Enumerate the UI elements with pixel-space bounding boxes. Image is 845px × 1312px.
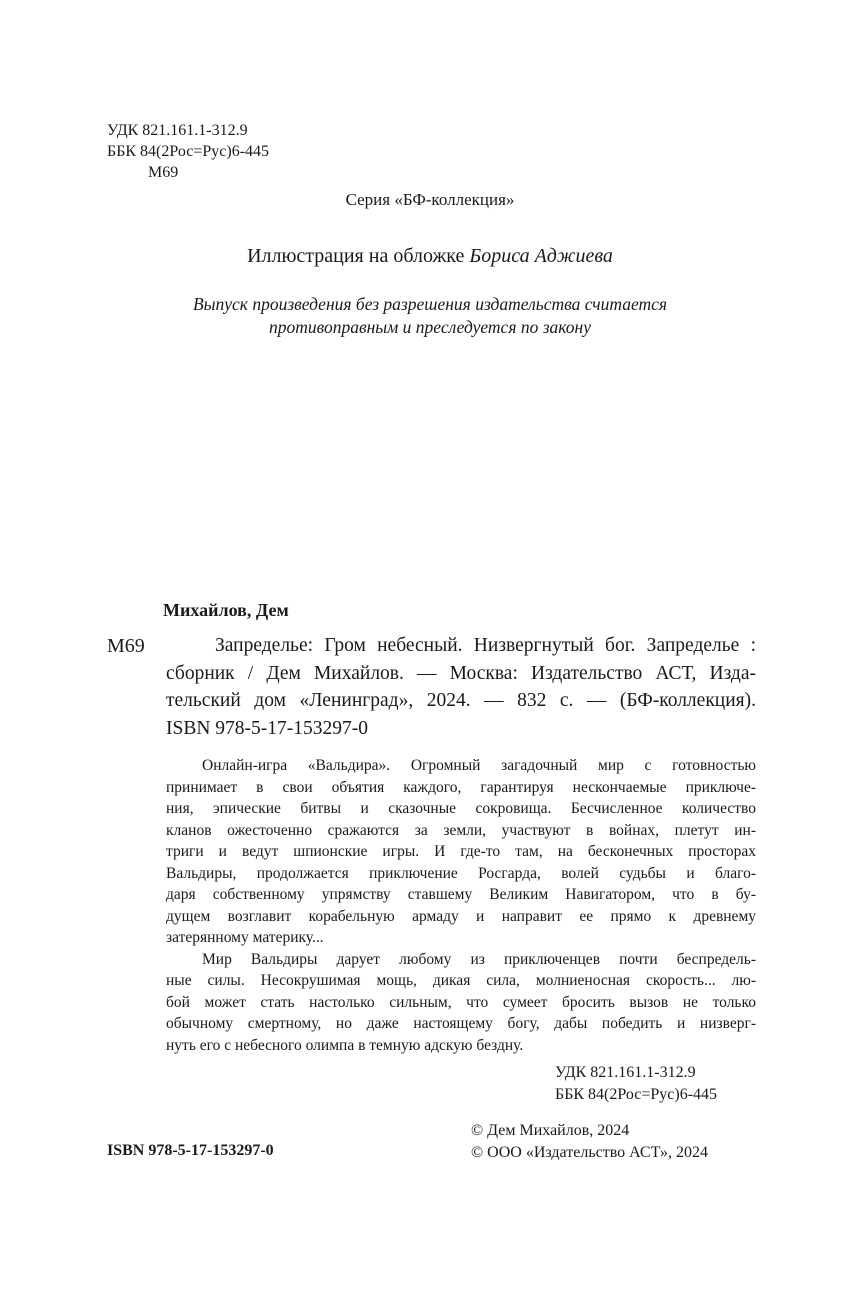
classification-block-bottom bbox=[555, 1062, 717, 1106]
annotation-line: дущем возглавит корабельную армаду и направит ее прямо к древнему bbox=[166, 907, 756, 925]
bib-line: тельский дом «Ленинград», 2024. — 832 с. — (БФ-коллекция). bbox=[166, 690, 756, 711]
annotation-line: нуть его с небесного олимпа в темную адскую бездну. bbox=[166, 1036, 524, 1054]
warning-line-1: Выпуск произведения без разрешения издательства считается bbox=[192, 294, 668, 314]
author-heading: Михайлов, Дем bbox=[163, 600, 289, 620]
bbk-code: ББК 84(2Рос=Рус)6-445 bbox=[555, 1086, 718, 1103]
illustration-credit bbox=[0, 245, 845, 268]
warning-line-2: противоправным и преследуется по закону bbox=[268, 317, 591, 337]
copyright-warning bbox=[0, 293, 845, 339]
annotation bbox=[166, 755, 756, 1056]
bbk-code: ББК 84(2Рос=Рус)6-445 bbox=[107, 143, 270, 160]
isbn: ISBN 978-5-17-153297-0 bbox=[166, 718, 369, 739]
annotation-line: затерянному материку... bbox=[166, 929, 324, 946]
annotation-line: триги и ведут шпионские игры. И где-то там, на бесконечных просторах bbox=[166, 843, 756, 860]
udk-code: УДК 821.161.1-312.9 bbox=[555, 1064, 696, 1081]
bibliographic-description bbox=[166, 632, 756, 715]
classification-block-top bbox=[107, 120, 269, 183]
annotation-line: даря собственному упрямству ставшему Великим Навигатором, что в бу- bbox=[166, 886, 756, 903]
series-title: Серия «БФ-коллекция» bbox=[345, 190, 515, 209]
annotation-line: бой может стать настолько сильным, что сумеет бросить вызов не только bbox=[166, 993, 756, 1011]
copyright-author: © Дем Михайлов, 2024 bbox=[471, 1122, 630, 1139]
isbn-footer: ISBN 978-5-17-153297-0 bbox=[107, 1142, 274, 1159]
illustration-prefix: Иллюстрация на обложке bbox=[247, 245, 470, 267]
annotation-line: Мир Вальдиры дарует любому из приключенцев почти беспредель- bbox=[202, 950, 756, 968]
copyright-notice bbox=[471, 1120, 708, 1164]
bibliographic-mark: М69 bbox=[107, 635, 145, 657]
illustration-artist: Бориса Аджиева bbox=[469, 245, 613, 267]
annotation-line: ния, эпические битвы и сказочные сокровища. Бесчисленное количество bbox=[166, 800, 756, 817]
annotation-line: принимает в свои объятия каждого, гарантируя нескончаемые приключе- bbox=[166, 778, 756, 796]
copyright-publisher: © ООО «Издательство АСТ», 2024 bbox=[471, 1144, 708, 1161]
annotation-line: кланов ожесточенно сражаются за земли, участвуют в войнах, плетут ин- bbox=[166, 821, 756, 839]
udk-code: УДК 821.161.1-312.9 bbox=[107, 122, 248, 139]
annotation-line: Вальдиры, продолжается приключение Росгарда, волей судьбы и благо- bbox=[166, 864, 756, 882]
annotation-line: Онлайн-игра «Вальдира». Огромный загадочный мир с готовностью bbox=[202, 757, 756, 774]
author-mark: М69 bbox=[148, 164, 179, 181]
bib-line: Запределье: Гром небесный. Низвергнутый бог. Запределье : bbox=[215, 635, 756, 656]
annotation-line: обычному смертному, но даже настоящему богу, дабы победить и низверг- bbox=[166, 1015, 756, 1032]
bib-line: сборник / Дем Михайлов. — Москва: Издательство АСТ, Изда- bbox=[166, 662, 756, 684]
annotation-line: ные силы. Несокрушимая мощь, дикая сила, молниеносная скорость... лю- bbox=[166, 972, 756, 989]
